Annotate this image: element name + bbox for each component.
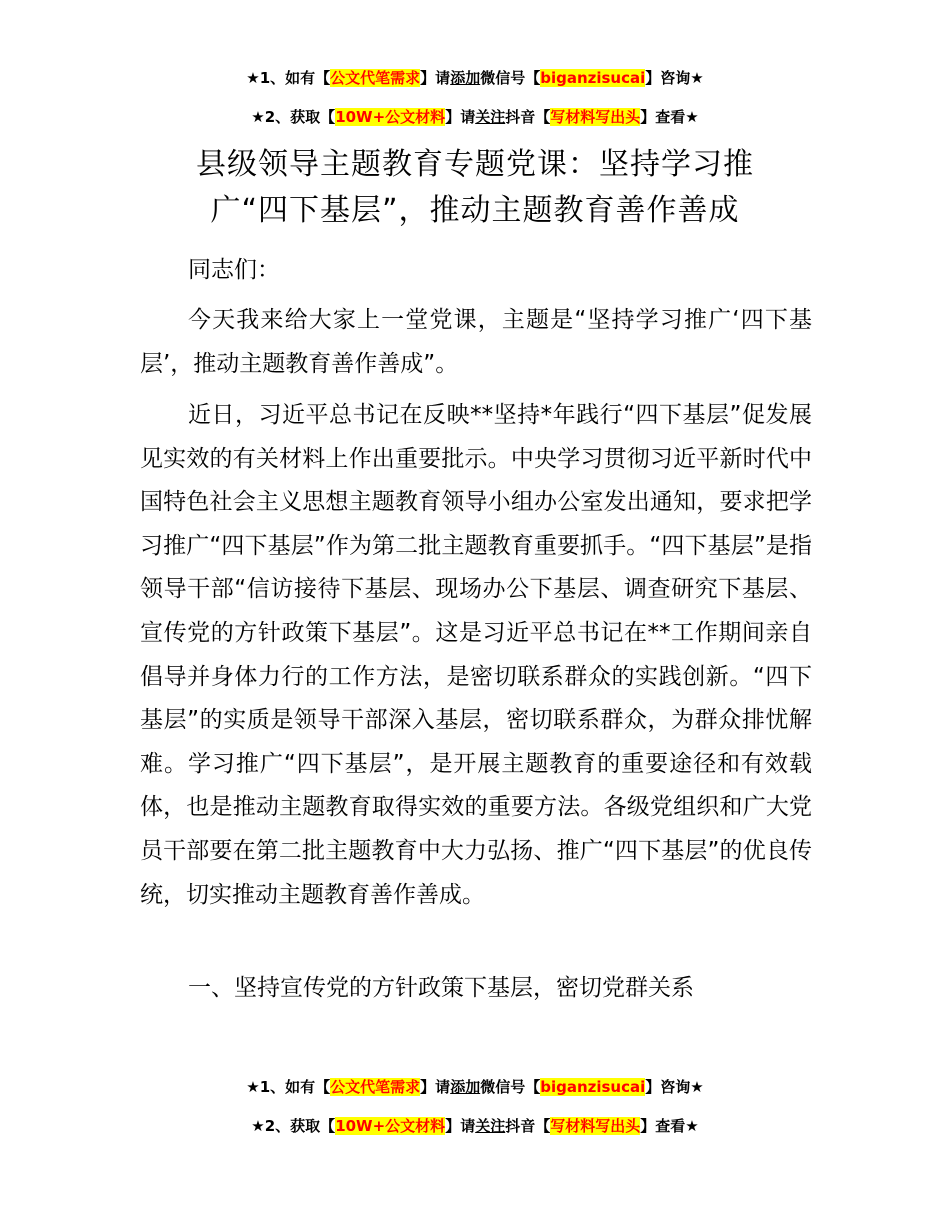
banner-highlight: 10W+公文材料	[335, 1117, 446, 1135]
banner-text: ★1、如有【	[246, 69, 331, 87]
banner-text: ★2、获取【	[251, 1117, 336, 1135]
banner-text: 微信号【	[480, 1078, 541, 1096]
header-banner-line2	[0, 106, 950, 128]
banner-underlined: 关注	[475, 108, 506, 126]
banner-highlight: biganzisucai	[540, 1078, 646, 1096]
banner-underlined: 关注	[475, 1117, 506, 1135]
footer-banner-line2	[0, 1115, 950, 1137]
banner-highlight: 10W+公文材料	[335, 108, 446, 126]
banner-text: 】查看★	[640, 1117, 699, 1135]
banner-text: 】请	[445, 108, 476, 126]
banner-text: 】咨询★	[645, 69, 704, 87]
banner-text: 】请	[420, 1078, 451, 1096]
banner-highlight: biganzisucai	[540, 69, 646, 87]
banner-highlight: 公文代笔需求	[330, 69, 421, 87]
banner-highlight: 写材料写出头	[550, 108, 641, 126]
banner-text: 微信号【	[480, 69, 541, 87]
banner-text: 抖音【	[505, 108, 551, 126]
paragraph-intro: 今天我来给大家上一堂党课，主题是“坚持学习推广‘四下基层’，推动主题教育善作善成”。	[140, 307, 812, 377]
banner-text: 抖音【	[505, 1117, 551, 1135]
banner-underlined: 添加	[450, 1078, 481, 1096]
banner-highlight: 公文代笔需求	[330, 1078, 421, 1096]
banner-text: 】咨询★	[645, 1078, 704, 1096]
banner-underlined: 添加	[450, 69, 481, 87]
document-title-line2: 广“四下基层”，推动主题教育善作善成	[210, 193, 740, 228]
salutation: 同志们：	[188, 257, 280, 283]
footer-banner-line1	[0, 1076, 950, 1098]
banner-highlight: 写材料写出头	[550, 1117, 641, 1135]
header-banner-line1	[0, 67, 950, 89]
paragraph-main: 近日，习近平总书记在反映**坚持*年践行“四下基层”促发展见实效的有关材料上作出重要批示。中央学习贯彻习近平新时代中国特色社会主义思想主题教育领导小组办公室发出通知，要求把学习推广“四下基层”作为第二批主题教育重要抓手。“四下基层”是指领导干部“信访接待下基层、现场办公下基层、调查研究下基层、宣传党的方针政策下基层”。这是习近平总书记在**工作期间亲自倡导并身体力行的工作方法，是密切联系群众的实践创新。“四下基层”的实质是领导干部深入基层，密切联系群众，为群众排忧解难。学习推广“四下基层”，是开展主题教育的重要途径和有效载体，也是推动主题教育取得实效的重要方法。各级党组织和广大党员干部要在第二批主题教育中大力弘扬、推广“四下基层”的优良传统，切实推动主题教育善作善成。	[140, 402, 812, 908]
banner-text: 】请	[420, 69, 451, 87]
banner-text: ★1、如有【	[246, 1078, 331, 1096]
banner-text: 】请	[445, 1117, 476, 1135]
banner-text: 】查看★	[640, 108, 699, 126]
section-heading: 一、坚持宣传党的方针政策下基层，密切党群关系	[188, 975, 694, 1001]
document-title-line1: 县级领导主题教育专题党课：坚持学习推	[196, 147, 754, 182]
banner-text: ★2、获取【	[251, 108, 336, 126]
